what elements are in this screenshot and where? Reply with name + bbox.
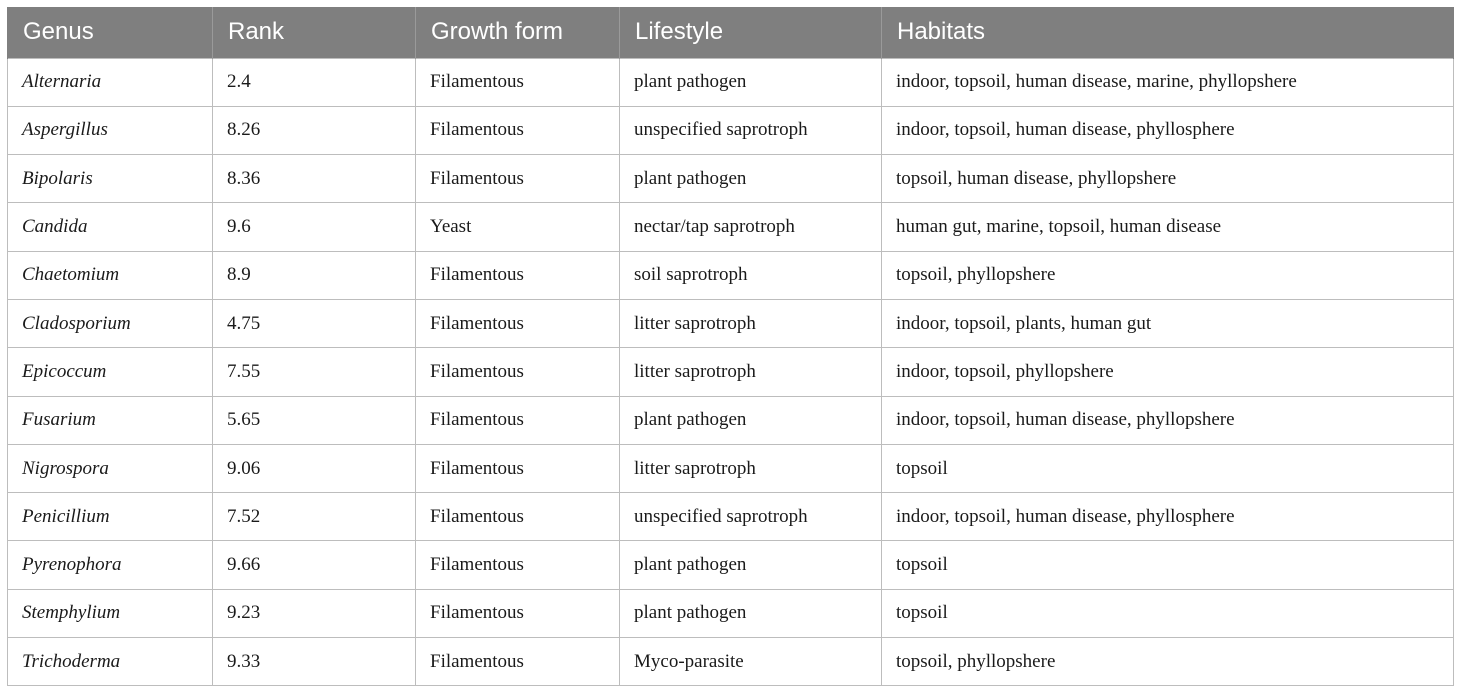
cell-growth-form: Filamentous	[416, 493, 620, 541]
cell-rank: 7.52	[213, 493, 416, 541]
cell-growth-form: Filamentous	[416, 396, 620, 444]
cell-rank: 8.26	[213, 106, 416, 154]
cell-growth-form: Filamentous	[416, 251, 620, 299]
cell-rank: 9.06	[213, 444, 416, 492]
cell-lifestyle: Myco-parasite	[620, 638, 882, 686]
cell-lifestyle: plant pathogen	[620, 541, 882, 589]
cell-rank: 2.4	[213, 58, 416, 106]
cell-habitats: indoor, topsoil, phyllopshere	[882, 348, 1454, 396]
cell-lifestyle: unspecified saprotroph	[620, 493, 882, 541]
cell-lifestyle: plant pathogen	[620, 155, 882, 203]
header-lifestyle: Lifestyle	[620, 7, 882, 58]
genus-table	[7, 7, 1454, 686]
cell-lifestyle: plant pathogen	[620, 589, 882, 637]
table-row	[8, 348, 1454, 396]
cell-lifestyle: nectar/tap saprotroph	[620, 203, 882, 251]
cell-lifestyle: litter saprotroph	[620, 299, 882, 347]
cell-growth-form: Filamentous	[416, 348, 620, 396]
cell-habitats: topsoil	[882, 589, 1454, 637]
cell-habitats: topsoil, phyllopshere	[882, 638, 1454, 686]
cell-lifestyle: litter saprotroph	[620, 444, 882, 492]
cell-growth-form: Filamentous	[416, 155, 620, 203]
table-row	[8, 203, 1454, 251]
header-habitats: Habitats	[882, 7, 1454, 58]
cell-lifestyle: soil saprotroph	[620, 251, 882, 299]
header-rank: Rank	[213, 7, 416, 58]
cell-habitats: topsoil	[882, 541, 1454, 589]
cell-lifestyle: plant pathogen	[620, 58, 882, 106]
cell-rank: 9.66	[213, 541, 416, 589]
cell-genus: Pyrenophora	[8, 541, 213, 589]
table-row	[8, 396, 1454, 444]
cell-habitats: topsoil, phyllopshere	[882, 251, 1454, 299]
cell-habitats: topsoil	[882, 444, 1454, 492]
genus-table-container	[7, 7, 1453, 686]
cell-habitats: human gut, marine, topsoil, human disease	[882, 203, 1454, 251]
cell-habitats: indoor, topsoil, human disease, phyllosphere	[882, 106, 1454, 154]
cell-genus: Stemphylium	[8, 589, 213, 637]
cell-growth-form: Filamentous	[416, 444, 620, 492]
cell-lifestyle: unspecified saprotroph	[620, 106, 882, 154]
cell-genus: Cladosporium	[8, 299, 213, 347]
cell-growth-form: Filamentous	[416, 106, 620, 154]
cell-rank: 8.9	[213, 251, 416, 299]
cell-genus: Penicillium	[8, 493, 213, 541]
cell-lifestyle: plant pathogen	[620, 396, 882, 444]
cell-habitats: indoor, topsoil, human disease, phyllosphere	[882, 493, 1454, 541]
cell-genus: Alternaria	[8, 58, 213, 106]
table-row	[8, 541, 1454, 589]
cell-genus: Chaetomium	[8, 251, 213, 299]
cell-rank: 4.75	[213, 299, 416, 347]
table-row	[8, 444, 1454, 492]
cell-growth-form: Filamentous	[416, 541, 620, 589]
cell-rank: 7.55	[213, 348, 416, 396]
cell-genus: Epicoccum	[8, 348, 213, 396]
cell-growth-form: Filamentous	[416, 638, 620, 686]
header-growth-form: Growth form	[416, 7, 620, 58]
cell-genus: Fusarium	[8, 396, 213, 444]
cell-rank: 9.23	[213, 589, 416, 637]
table-row	[8, 638, 1454, 686]
table-row	[8, 58, 1454, 106]
cell-habitats: topsoil, human disease, phyllopshere	[882, 155, 1454, 203]
cell-genus: Bipolaris	[8, 155, 213, 203]
table-row	[8, 251, 1454, 299]
cell-rank: 9.6	[213, 203, 416, 251]
cell-rank: 9.33	[213, 638, 416, 686]
cell-genus: Trichoderma	[8, 638, 213, 686]
header-genus: Genus	[8, 7, 213, 58]
cell-genus: Candida	[8, 203, 213, 251]
cell-rank: 5.65	[213, 396, 416, 444]
table-row	[8, 589, 1454, 637]
cell-habitats: indoor, topsoil, plants, human gut	[882, 299, 1454, 347]
cell-habitats: indoor, topsoil, human disease, phyllopshere	[882, 396, 1454, 444]
cell-growth-form: Filamentous	[416, 589, 620, 637]
cell-rank: 8.36	[213, 155, 416, 203]
cell-habitats: indoor, topsoil, human disease, marine, phyllopshere	[882, 58, 1454, 106]
cell-growth-form: Filamentous	[416, 58, 620, 106]
cell-genus: Aspergillus	[8, 106, 213, 154]
table-header-row	[8, 7, 1454, 58]
table-row	[8, 299, 1454, 347]
table-row	[8, 493, 1454, 541]
cell-lifestyle: litter saprotroph	[620, 348, 882, 396]
cell-genus: Nigrospora	[8, 444, 213, 492]
table-row	[8, 155, 1454, 203]
cell-growth-form: Filamentous	[416, 299, 620, 347]
cell-growth-form: Yeast	[416, 203, 620, 251]
table-row	[8, 106, 1454, 154]
